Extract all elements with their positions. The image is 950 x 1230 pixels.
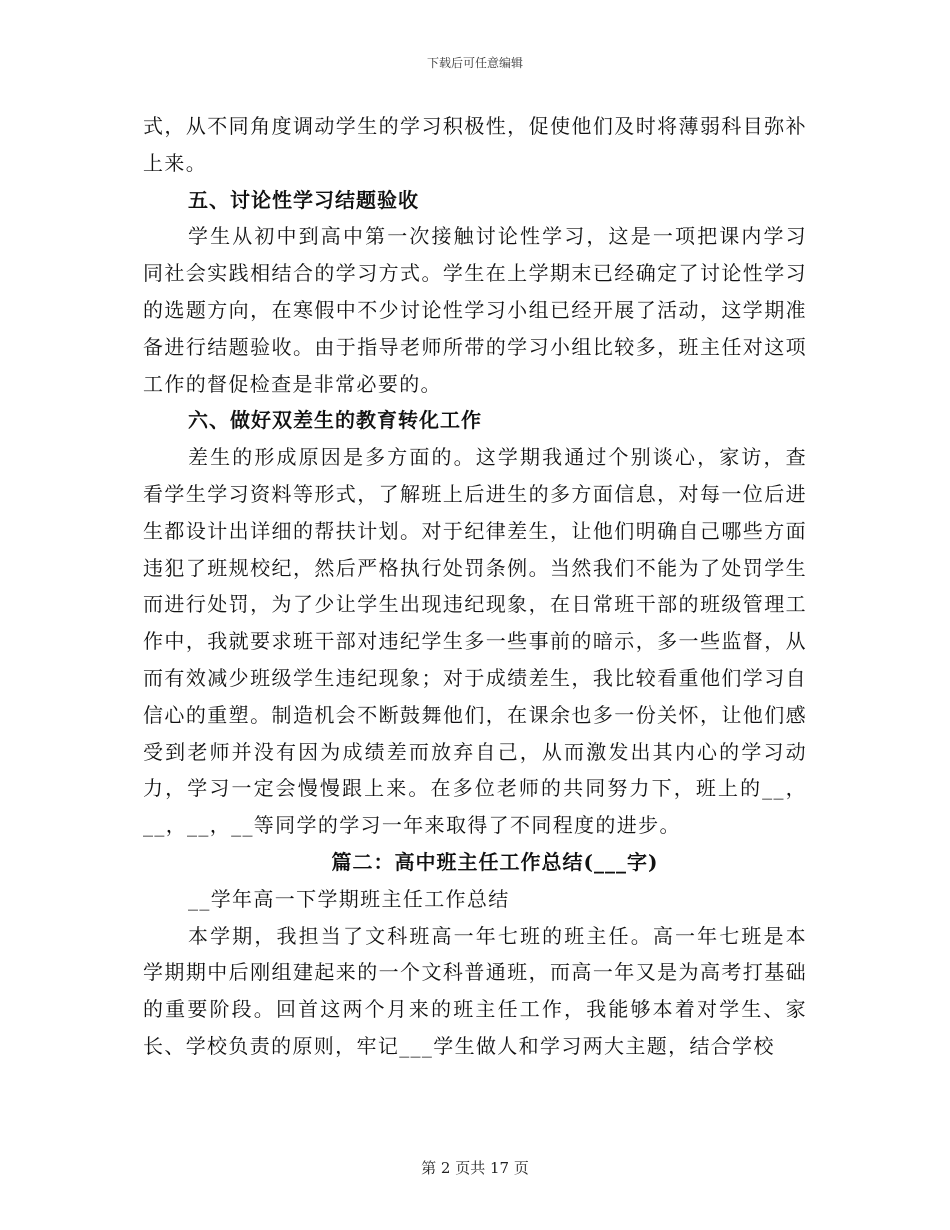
- paragraph-struggling-students: 差生的形成原因是多方面的。这学期我通过个别谈心，家访，查看学生学习资料等形式，了解班上后进生的多方面信息，对每一位后进生都设计出详细的帮扶计划。对于纪律差生，让他们明确自己哪些方面违犯了班规校纪，然后严格执行处罚条例。当然我们不能为了处罚学生而进行处罚，为了少让学生出现违纪现象，在日常班干部的班级管理工作中，我就要求班干部对违纪学生多一些事前的暗示，多一些监督，从而有效减少班级学生违纪现象；对于成绩差生，我比较看重他们学习自信心的重塑。制造机会不断鼓舞他们，在课余也多一份关怀，让他们感受到老师并没有因为成绩差而放弃自己，从而激发出其内心的学习动力，学习一定会慢慢跟上来。在多位老师的共同努力下，班上的__，__，__，__等同学的学习一年来取得了不同程度的进步。: [143, 445, 807, 838]
- heading-section-6: 六、做好双差生的教育转化工作: [188, 408, 482, 433]
- paragraph-subtitle: __学年高一下学期班主任工作总结: [188, 886, 510, 911]
- page-header: 下载后可任意编辑: [426, 56, 523, 70]
- document-body: [143, 108, 807, 1065]
- page-footer: 第 2 页共 17 页: [421, 1159, 529, 1177]
- heading-section-5: 五、讨论性学习结题验收: [188, 187, 419, 212]
- chapter-title-part-2: 篇二：高中班主任工作总结(___字): [331, 849, 659, 874]
- paragraph-continuation: 式，从不同角度调动学生的学习积极性，促使他们及时将薄弱科目弥补上来。: [143, 114, 807, 175]
- paragraph-research-study: 学生从初中到高中第一次接触讨论性学习，这是一项把课内学习同社会实践相结合的学习方式。学生在上学期末已经确定了讨论性学习的选题方向，在寒假中不少讨论性学习小组已经开展了活动，这学期准备进行结题验收。由于指导老师所带的学习小组比较多，班主任对这项工作的督促检查是非常必要的。: [143, 224, 807, 396]
- paragraph-intro: 本学期，我担当了文科班高一年七班的班主任。高一年七班是本学期期中后刚组建起来的一个文科普通班，而高一年又是为高考打基础的重要阶段。回首这两个月来的班主任工作，我能够本着对学生、家长、学校负责的原则，牢记___学生做人和学习两大主题，结合学校: [143, 923, 807, 1058]
